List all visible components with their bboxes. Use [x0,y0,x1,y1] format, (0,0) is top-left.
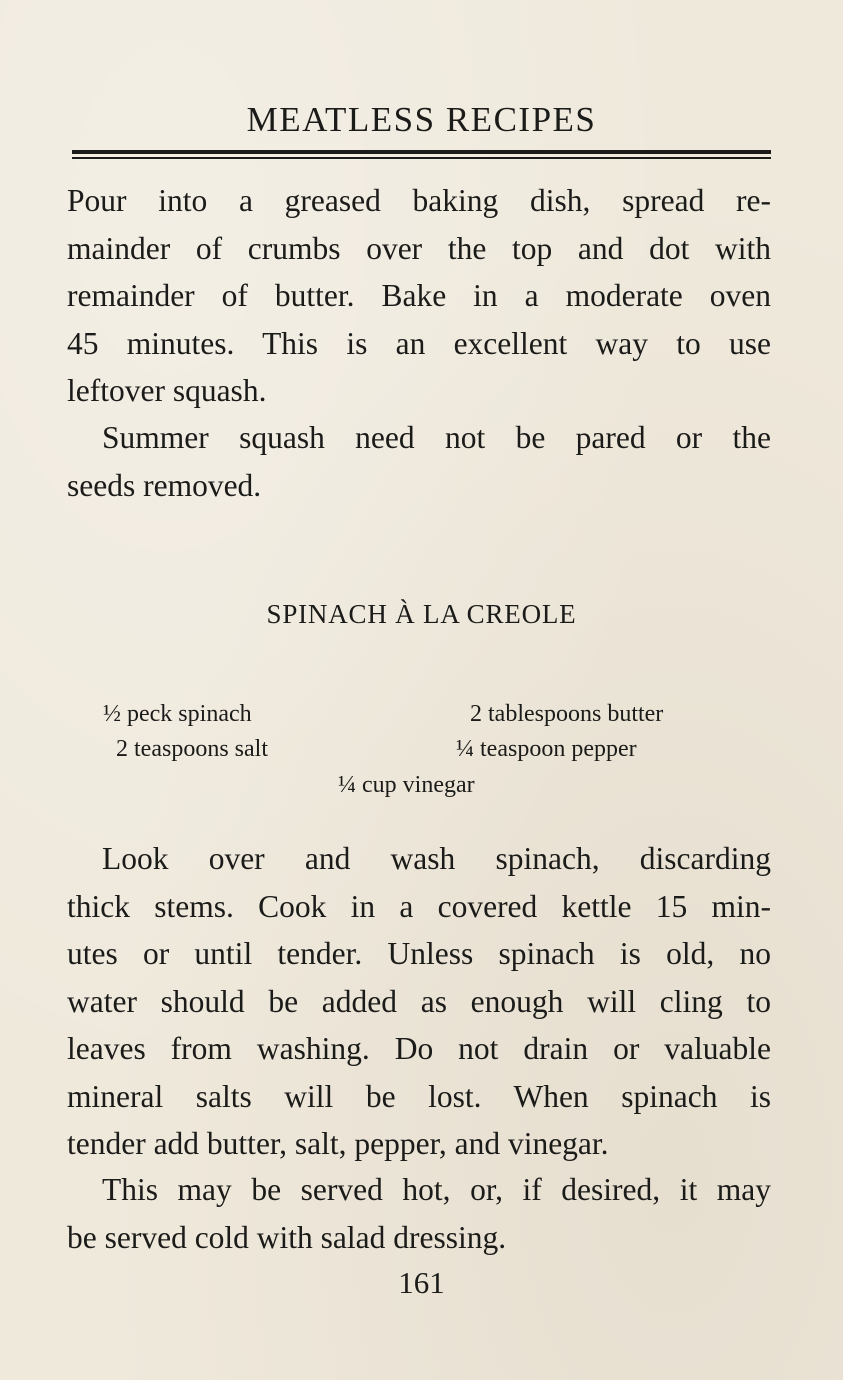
running-head: MEATLESS RECIPES [246,100,597,139]
text-line: Look over and wash spinach, discarding [102,841,771,876]
text-line: be served cold with salad dressing. [67,1219,507,1255]
text-line: Summer squash need not be pared or the [102,420,771,455]
page-number: 161 [398,1265,445,1300]
recipe-title: SPINACH À LA CREOLE [266,599,577,629]
text-line: leaves from washing. Do not drain or valuable [67,1031,771,1066]
text-line: This may be served hot, or, if desired, it may [102,1172,771,1207]
method-paragraph [67,835,771,1168]
text-line: Pour into a greased baking dish, spread re- [67,183,771,218]
squash-note-paragraph [67,414,771,509]
text-line: 45 minutes. This is an excellent way to use [67,325,771,361]
text-line: tender add butter, salt, pepper, and vinegar. [67,1126,609,1161]
text-line: seeds removed. [67,467,262,503]
ingredient-item: ¼ teaspoon pepper [456,736,637,762]
header-rule-thick [72,150,771,154]
ingredient-item: ¼ cup vinegar [338,772,475,798]
ingredient-item: 2 tablespoons butter [470,701,664,727]
text-line: remainder of butter. Bake in a moderate oven [67,278,771,313]
text-line: thick stems. Cook in a covered kettle 15 min- [67,888,771,924]
serving-note-paragraph [67,1166,771,1261]
text-line: leftover squash. [67,373,267,408]
text-line: water should be added as enough will cling to [67,983,771,1019]
text-line: utes or until tender. Unless spinach is old, no [67,936,771,971]
ingredient-item: ½ peck spinach [103,701,252,727]
header-rule-thin [72,157,771,159]
text-line: mainder of crumbs over the top and dot with [67,230,771,266]
ingredient-item: 2 teaspoons salt [116,736,268,762]
continued-paragraph [67,177,771,415]
text-line: mineral salts will be lost. When spinach is [67,1078,771,1114]
